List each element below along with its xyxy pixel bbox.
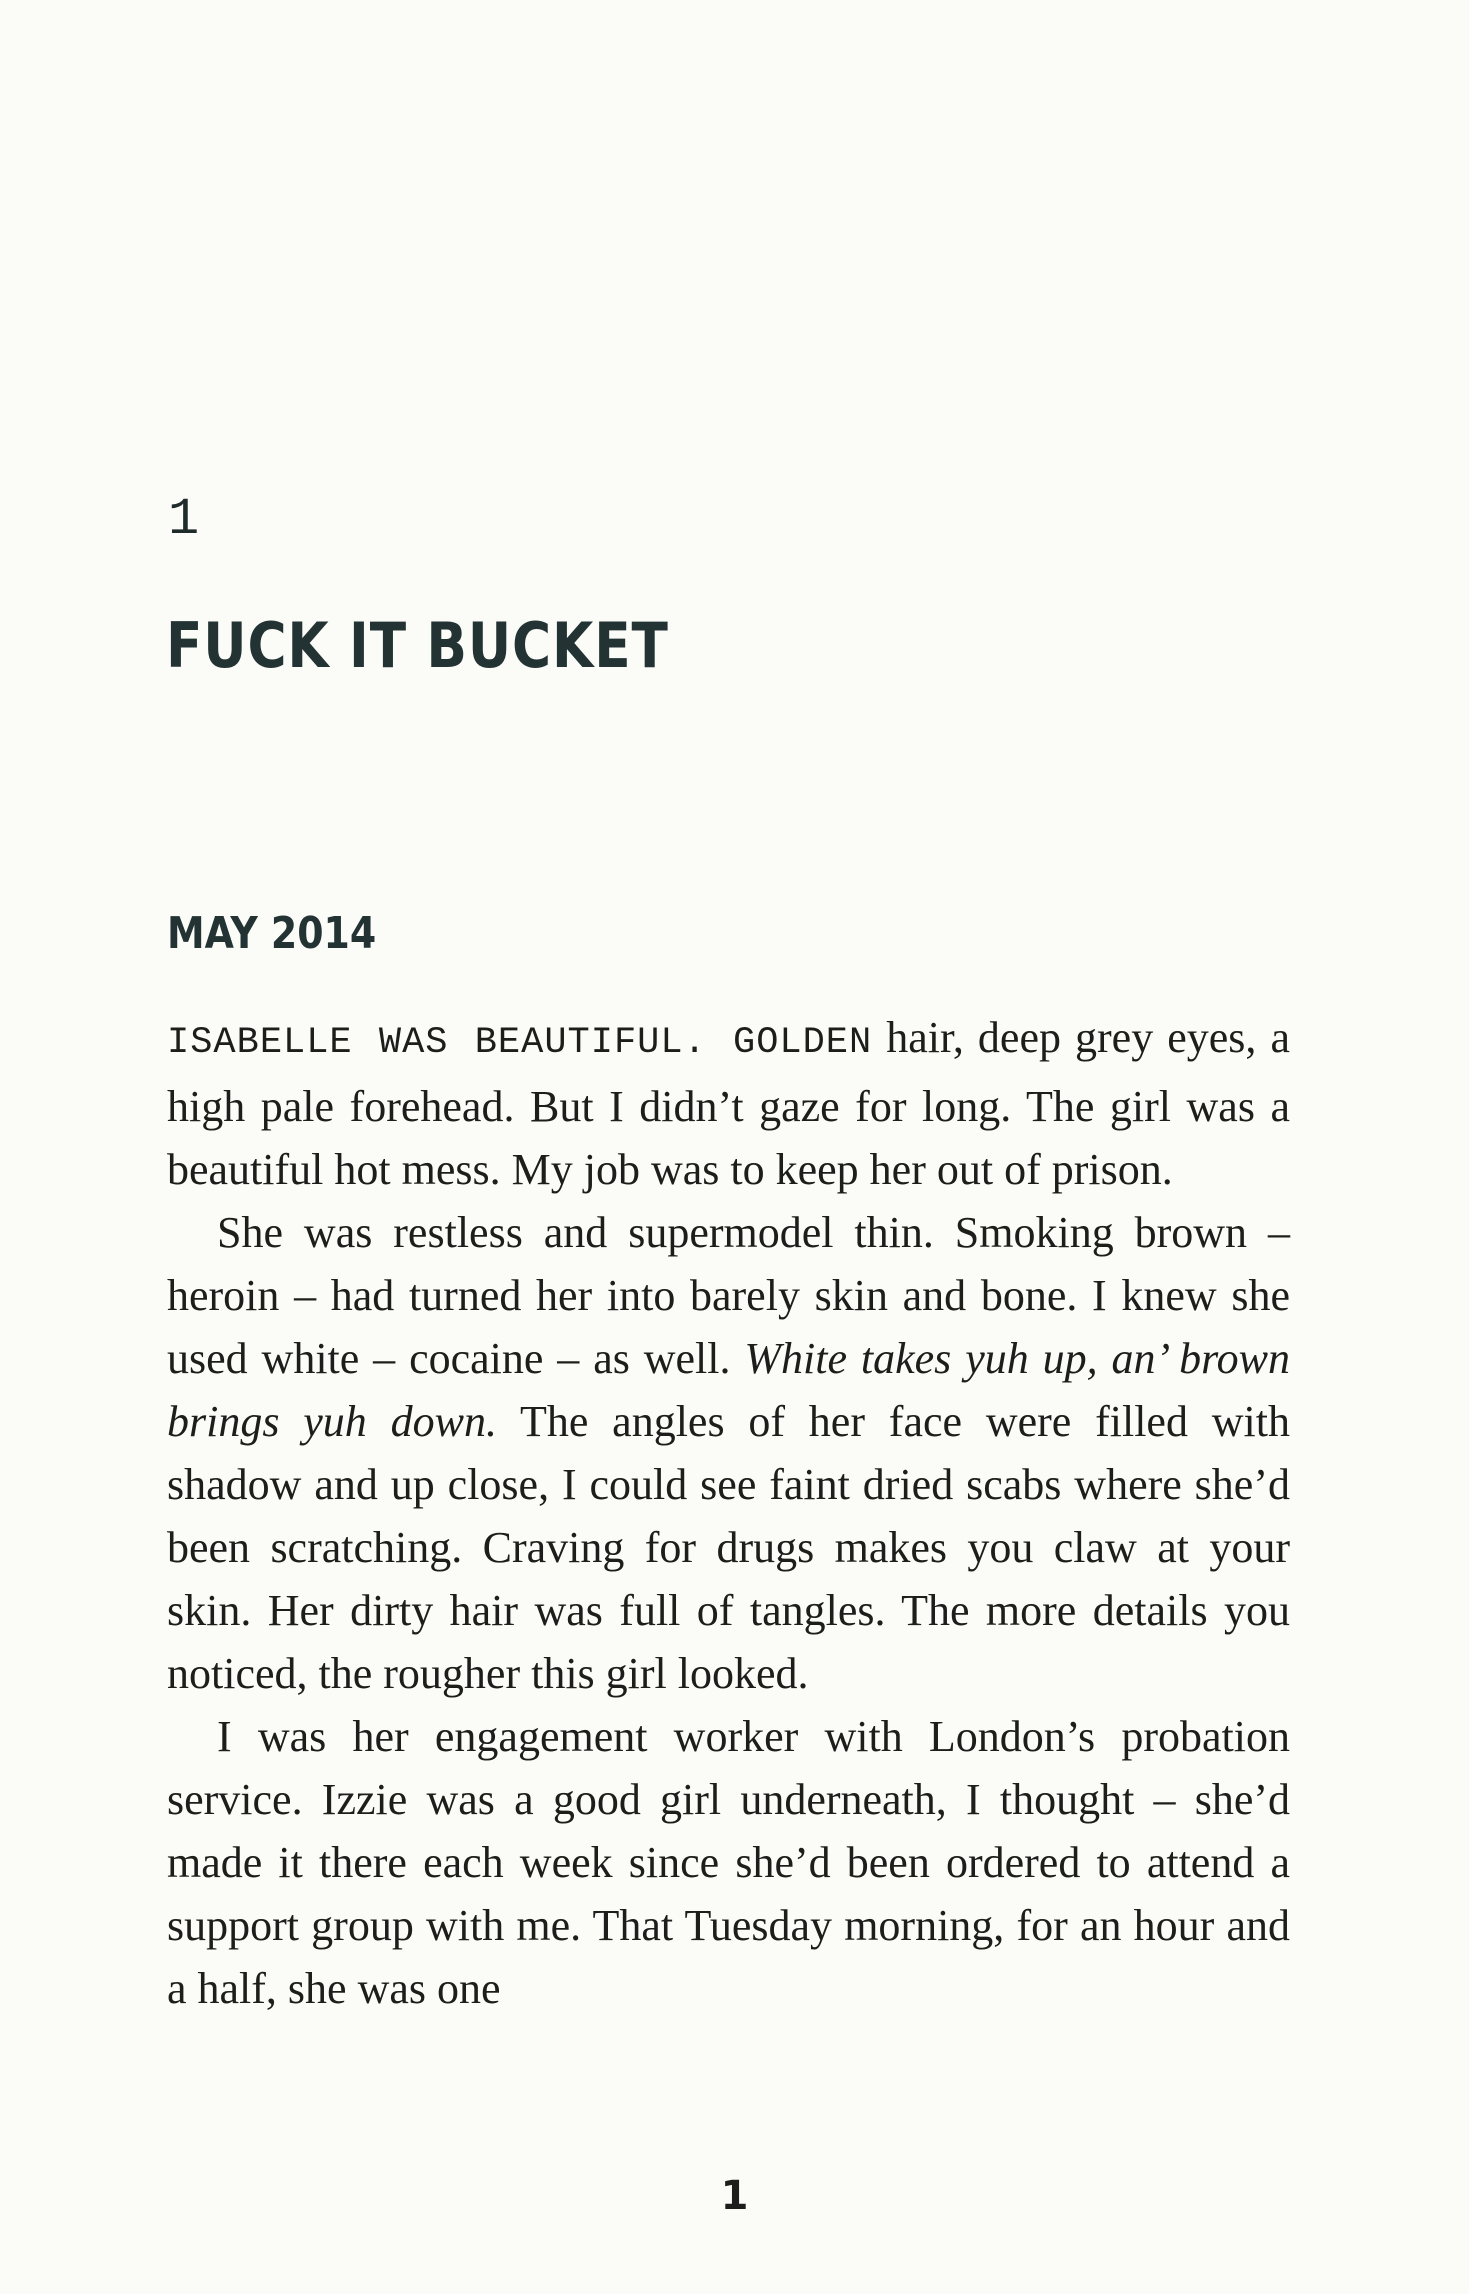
section-date-heading: MAY 2014 bbox=[167, 908, 377, 959]
paragraph-1-text: hair, deep grey eyes, a high pale forehead. But I didn’t gaze for long. The girl was a beautiful hot mess. My job was to keep her out of prison. bbox=[167, 1013, 1290, 1194]
page-number: 1 bbox=[720, 2173, 749, 2219]
paragraph-2 bbox=[167, 1201, 1290, 1705]
chapter-number: 1 bbox=[168, 490, 200, 549]
paragraph-2-text-start: She was restless and supermodel thin. Smoking brown – heroin – had turned her into barely skin and bone. I knew she used white – cocaine – as well. bbox=[167, 1208, 1290, 1383]
paragraph-lead-in: ISABELLE WAS BEAUTIFUL. GOLDEN bbox=[167, 1022, 873, 1064]
paragraph-2-text-end: The angles of her face were filled with shadow and up close, I could see faint dried scabs where she’d been scratching. Craving for drugs makes you claw at your skin. Her dirty hair was full of tangles. The more details you noticed, the rougher this girl looked. bbox=[167, 1397, 1290, 1698]
chapter-title: FUCK IT BUCKET bbox=[166, 609, 669, 682]
paragraph-2-italic-quote: White takes yuh up, an’ brown brings yuh down. bbox=[167, 1334, 1290, 1446]
paragraph-3: I was her engagement worker with London’s probation service. Izzie was a good girl underneath, I thought – she’d made it there each week since she’d been ordered to attend a support group with me. That Tuesday morning, for an hour and a half, she was one bbox=[167, 1712, 1290, 2013]
paragraph-1 bbox=[167, 1006, 1290, 1201]
chapter-body bbox=[167, 1006, 1290, 2020]
